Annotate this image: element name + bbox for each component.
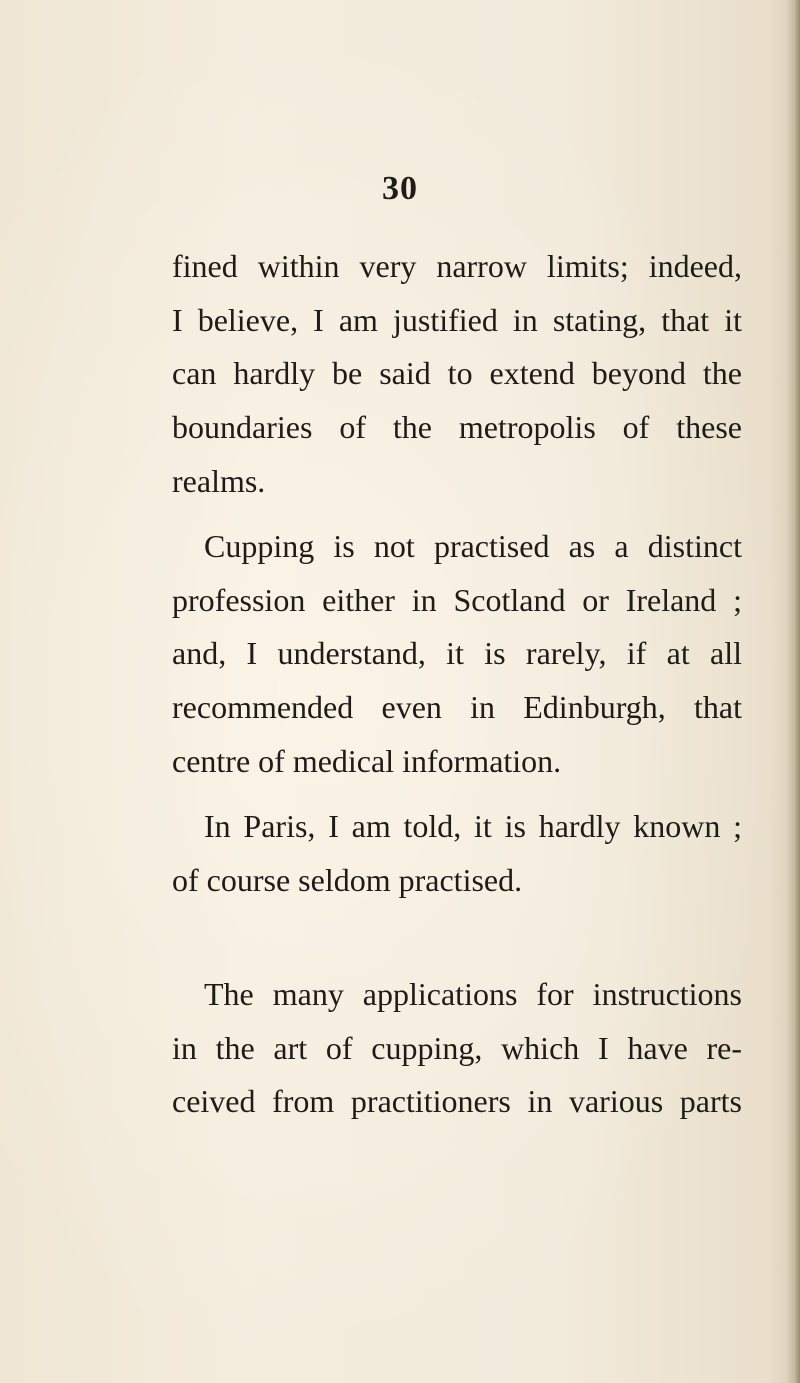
paragraph-4 [172,968,742,1129]
text-line: boundaries of the metropolis of these [172,409,742,446]
text-line: fined within very narrow limits; indeed, [172,248,742,284]
text-line: Cupping is not practised as a distinct [204,528,742,564]
page-number: 30 [382,170,418,207]
text-line: and, I understand, it is rarely, if at all [172,635,742,672]
text-line: I believe, I am justified in stating, that it [172,301,742,338]
text-line: can hardly be said to extend beyond the [172,355,742,392]
text-line: recommended even in Edinburgh, that [172,689,742,726]
text-line: centre of medical information. [172,742,562,779]
text-line: In Paris, I am told, it is hardly known ; [204,808,742,844]
text-line: in the art of cupping, which I have re- [172,1029,742,1066]
text-line: realms. [172,462,266,499]
text-line: The many applications for instructions [204,976,742,1012]
text-line: of course seldom practised. [172,861,523,898]
paragraph-2 [172,520,742,789]
paragraph-1 [172,240,742,509]
text-line: ceived from practitioners in various parts [172,1083,742,1120]
text-line: profession either in Scotland or Ireland ; [172,581,742,618]
paragraph-3 [172,800,742,907]
